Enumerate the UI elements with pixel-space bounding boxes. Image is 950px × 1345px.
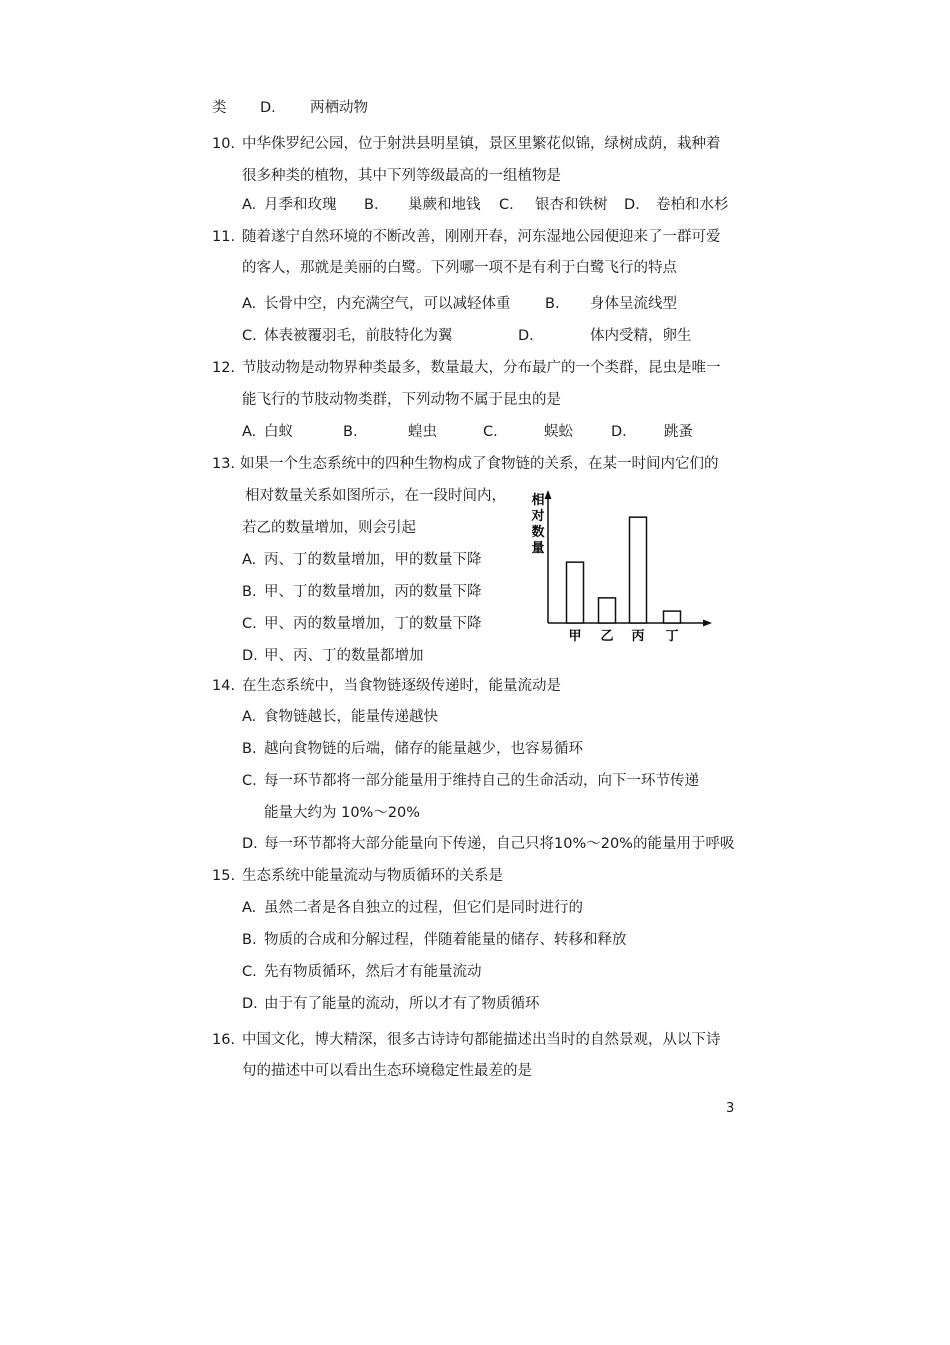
q13-option-c-text: 甲、丙的数量增加，丁的数量下降 [264,616,482,632]
q11-number: 11. [212,229,236,245]
q13-number: 13. [212,456,236,472]
bar-1 [567,562,584,623]
q15-option-a-text: 虽然二者是各自独立的过程，但它们是同时进行的 [264,900,583,916]
q14-option-b-label: B. [242,741,257,757]
q13-stem-line1: 如果一个生态系统中的四种生物构成了食物链的关系，在某一时间内它们的 [240,456,719,472]
q10-option-a-text: 月季和玫瑰 [264,197,337,213]
y-axis-label [530,492,544,556]
q13-option-a-text: 丙、丁的数量增加，甲的数量下降 [264,552,482,568]
q13-option-d-label: D. [242,648,258,664]
bar-2 [599,598,616,623]
q14-option-c-continuation: 能量大约为 10%～20% [264,805,421,821]
q10-option-c-label: C. [499,197,514,213]
q10-option-d-label: D. [624,197,640,213]
q10-option-b-text: 巢蕨和地钱 [408,197,481,213]
q14-option-d-text: 每一环节都将大部分能量向下传递，自己只将10%～20%的能量用于呼吸 [264,836,735,852]
q10-option-b-label: B. [364,197,379,213]
q11-stem-line1: 随着遂宁自然环境的不断改善，刚刚开春，河东湿地公园便迎来了一群可爱 [242,229,721,245]
y-axis-arrow [545,490,552,499]
q13-option-d-text: 甲、丙、丁的数量都增加 [264,648,424,664]
q10-option-d-text: 卷柏和水杉 [656,197,729,213]
q12-stem-line2: 能飞行的节肢动物类群，下列动物不属于昆虫的是 [242,392,561,408]
q13-option-b-label: B. [242,584,257,600]
q11-option-a-text: 长骨中空，内充满空气，可以减轻体重 [264,296,511,312]
q11-stem-line2: 的客人，那就是美丽的白鹭。下列哪一项不是有利于白鹭飞行的特点 [242,260,677,276]
q12-option-b-label: B. [343,424,358,440]
q10-option-a-label: A. [242,197,257,213]
x-tick-label-2: 乙 [600,629,614,644]
q12-option-a-label: A. [242,424,257,440]
q16-number: 16. [212,1032,236,1048]
q16-stem-line1: 中国文化，博大精深，很多古诗诗句都能描述出当时的自然景观，从以下诗 [242,1032,721,1048]
bar-3 [630,517,647,623]
q11-option-d-label: D. [518,328,534,344]
x-tick-label-3: 丙 [631,629,645,644]
x-axis-arrow [703,620,712,627]
q14-option-b-text: 越向食物链的后端，储存的能量越少，也容易循环 [264,741,583,757]
relative-quantity-bar-chart [518,486,718,648]
q14-number: 14. [212,678,236,694]
q11-option-c-text: 体表被覆羽毛，前肢特化为翼 [264,328,453,344]
q14-option-c-text: 每一环节都将一部分能量用于维持自己的生命活动，向下一环节传递 [264,773,699,789]
svg-text:相对数量: 相对数量 [531,493,545,556]
q14-stem-line1: 在生态系统中，当食物链逐级传递时，能量流动是 [242,678,561,694]
q14-option-c-label: C. [242,773,257,789]
q13-option-b-text: 甲、丁的数量增加，丙的数量下降 [264,584,482,600]
q14-option-d-label: D. [242,836,258,852]
q11-option-c-label: C. [242,328,257,344]
prev-option-d-label: D. [260,100,276,116]
q12-option-d-label: D. [611,424,627,440]
q13-option-c-label: C. [242,616,257,632]
q12-option-a-text: 白蚁 [264,424,293,440]
q13-stem-line2: 相对数量关系如图所示，在一段时间内， [245,488,506,504]
q12-stem-line1: 节肢动物是动物界种类最多，数量最大，分布最广的一个类群，昆虫是唯一 [242,360,721,376]
bar-4 [664,611,681,623]
q12-option-d-text: 跳蚤 [664,424,693,440]
q11-option-d-text: 体内受精，卵生 [590,328,692,344]
bars-group [567,517,681,623]
q15-option-c-label: C. [242,964,257,980]
q11-option-b-text: 身体呈流线型 [590,296,677,312]
q12-option-c-label: C. [483,424,498,440]
q15-stem-line1: 生态系统中能量流动与物质循环的关系是 [242,868,503,884]
q15-number: 15. [212,868,236,884]
q15-option-d-label: D. [242,996,258,1012]
q10-number: 10. [212,136,236,152]
q15-option-d-text: 由于有了能量的流动，所以才有了物质循环 [264,996,540,1012]
q14-option-a-label: A. [242,709,257,725]
x-tick-label-1: 甲 [568,629,582,644]
prev-question-tail [212,98,227,118]
q12-option-c-text: 蜈蚣 [544,424,573,440]
q13-option-a-label: A. [242,552,257,568]
page-number: 3 [726,1101,735,1116]
q15-option-a-label: A. [242,900,257,916]
q13-stem-line3: 若乙的数量增加，则会引起 [242,520,416,536]
q11-option-a-label: A. [242,296,257,312]
q10-stem-line2: 很多种类的植物，其中下列等级最高的一组植物是 [242,168,561,184]
q16-stem-line2: 句的描述中可以看出生态环境稳定性最差的是 [242,1063,532,1079]
q15-option-b-label: B. [242,932,257,948]
q15-option-c-text: 先有物质循环，然后才有能量流动 [264,964,482,980]
x-tick-labels [568,629,678,644]
q10-option-c-text: 银杏和铁树 [535,197,608,213]
q10-stem-line1: 中华侏罗纪公园，位于射洪县明星镇，景区里繁花似锦，绿树成荫，栽种着 [242,136,721,152]
x-tick-label-4: 丁 [665,629,679,644]
q14-option-a-text: 食物链越长，能量传递越快 [264,709,438,725]
q11-option-b-label: B. [545,296,560,312]
q15-option-b-text: 物质的合成和分解过程，伴随着能量的储存、转移和释放 [264,932,627,948]
q12-option-b-text: 蝗虫 [408,424,437,440]
tail-prefix: 类 [212,100,227,116]
q12-number: 12. [212,360,236,376]
prev-option-d-text: 两栖动物 [310,100,368,116]
